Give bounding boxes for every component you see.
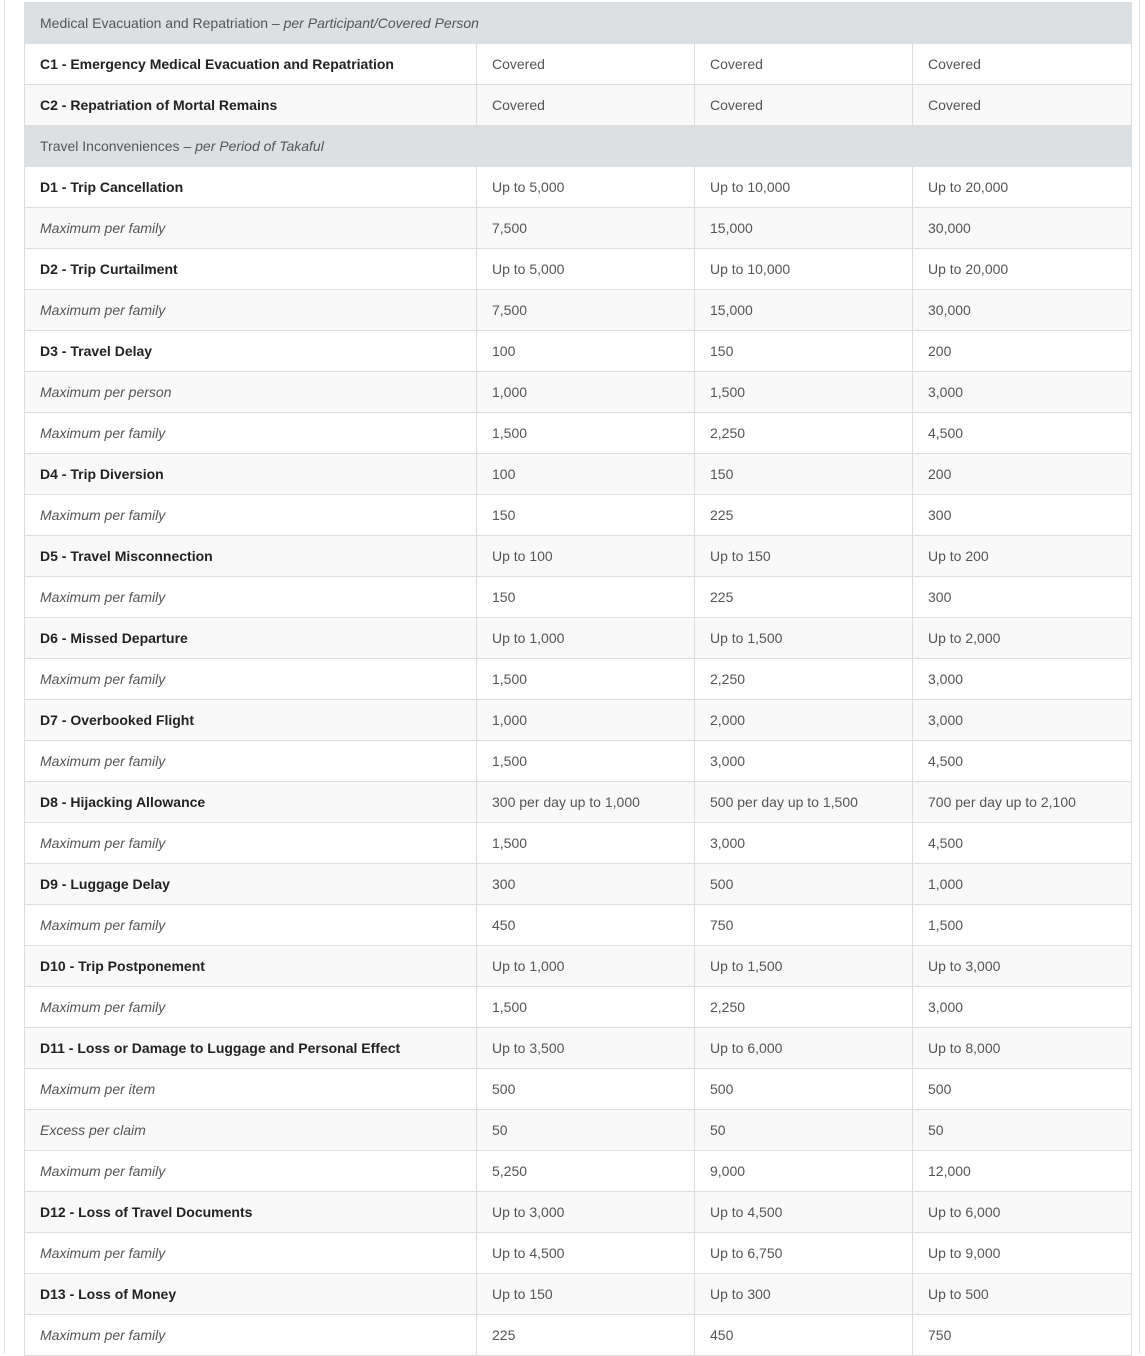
table-row <box>25 536 1132 577</box>
table-row <box>25 413 1132 454</box>
table-row <box>25 987 1132 1028</box>
plan-3-value-cell: 300 <box>913 495 1132 536</box>
table-row <box>25 1151 1132 1192</box>
plan-1-value-cell: 450 <box>477 905 695 946</box>
plan-1-value-cell: Up to 5,000 <box>477 167 695 208</box>
benefit-name-cell: C1 - Emergency Medical Evacuation and Repatriation <box>25 44 477 85</box>
section-title-text: Travel Inconveniences <box>40 138 180 154</box>
plan-2-value-cell: Up to 4,500 <box>695 1192 913 1233</box>
plan-3-value-cell: 3,000 <box>913 987 1132 1028</box>
limit-label-cell: Maximum per family <box>25 290 477 331</box>
table-row <box>25 946 1132 987</box>
plan-2-value-cell: 2,000 <box>695 700 913 741</box>
plan-1-value-cell: Covered <box>477 44 695 85</box>
plan-3-value-cell: Up to 20,000 <box>913 167 1132 208</box>
plan-3-value-cell: 4,500 <box>913 413 1132 454</box>
table-row <box>25 44 1132 85</box>
plan-2-value-cell: 3,000 <box>695 823 913 864</box>
limit-label-cell: Maximum per family <box>25 413 477 454</box>
plan-3-value-cell: 200 <box>913 331 1132 372</box>
limit-label-cell: Maximum per family <box>25 905 477 946</box>
plan-2-value-cell: Up to 1,500 <box>695 618 913 659</box>
plan-2-value-cell: 2,250 <box>695 987 913 1028</box>
benefit-name-cell: D13 - Loss of Money <box>25 1274 477 1315</box>
plan-2-value-cell: Covered <box>695 85 913 126</box>
plan-3-value-cell: 50 <box>913 1110 1132 1151</box>
table-row <box>25 372 1132 413</box>
plan-3-value-cell: Up to 3,000 <box>913 946 1132 987</box>
benefit-name-cell: D8 - Hijacking Allowance <box>25 782 477 823</box>
limit-label-cell: Maximum per family <box>25 741 477 782</box>
plan-2-value-cell: 3,000 <box>695 741 913 782</box>
benefit-name-cell: D12 - Loss of Travel Documents <box>25 1192 477 1233</box>
plan-2-value-cell: 150 <box>695 454 913 495</box>
plan-3-value-cell: 1,500 <box>913 905 1132 946</box>
table-row <box>25 577 1132 618</box>
plan-1-value-cell: 100 <box>477 454 695 495</box>
plan-1-value-cell: Covered <box>477 85 695 126</box>
plan-1-value-cell: Up to 5,000 <box>477 249 695 290</box>
section-title-suffix: per Participant/Covered Person <box>283 15 479 31</box>
plan-3-value-cell: 500 <box>913 1069 1132 1110</box>
limit-label-cell: Maximum per family <box>25 1151 477 1192</box>
section-title-text: Medical Evacuation and Repatriation <box>40 15 269 31</box>
table-row <box>25 85 1132 126</box>
plan-1-value-cell: Up to 1,000 <box>477 946 695 987</box>
plan-1-value-cell: Up to 4,500 <box>477 1233 695 1274</box>
limit-label-cell: Maximum per family <box>25 1233 477 1274</box>
plan-1-value-cell: 5,250 <box>477 1151 695 1192</box>
benefit-name-cell: D4 - Trip Diversion <box>25 454 477 495</box>
section-title: Medical Evacuation and Repatriation – per Participant/Covered Person <box>25 3 1132 44</box>
plan-1-value-cell: 500 <box>477 1069 695 1110</box>
plan-2-value-cell: 225 <box>695 577 913 618</box>
plan-3-value-cell: 4,500 <box>913 741 1132 782</box>
plan-3-value-cell: 700 per day up to 2,100 <box>913 782 1132 823</box>
plan-3-value-cell: 30,000 <box>913 290 1132 331</box>
table-row <box>25 618 1132 659</box>
plan-3-value-cell: Up to 8,000 <box>913 1028 1132 1069</box>
plan-1-value-cell: Up to 100 <box>477 536 695 577</box>
plan-3-value-cell: Up to 2,000 <box>913 618 1132 659</box>
plan-2-value-cell: 50 <box>695 1110 913 1151</box>
plan-1-value-cell: 1,500 <box>477 413 695 454</box>
plan-3-value-cell: Up to 20,000 <box>913 249 1132 290</box>
table-row <box>25 1028 1132 1069</box>
benefit-name-cell: C2 - Repatriation of Mortal Remains <box>25 85 477 126</box>
table-row <box>25 823 1132 864</box>
limit-label-cell: Maximum per family <box>25 987 477 1028</box>
table-row <box>25 167 1132 208</box>
plan-2-value-cell: 15,000 <box>695 290 913 331</box>
table-row <box>25 659 1132 700</box>
table-row <box>25 249 1132 290</box>
table-row <box>25 208 1132 249</box>
limit-label-cell: Maximum per person <box>25 372 477 413</box>
plan-1-value-cell: 300 <box>477 864 695 905</box>
benefit-name-cell: D11 - Loss or Damage to Luggage and Personal Effect <box>25 1028 477 1069</box>
plan-3-value-cell: 3,000 <box>913 372 1132 413</box>
plan-3-value-cell: 1,000 <box>913 864 1132 905</box>
plan-2-value-cell: Up to 6,750 <box>695 1233 913 1274</box>
plan-1-value-cell: 7,500 <box>477 208 695 249</box>
plan-3-value-cell: 30,000 <box>913 208 1132 249</box>
table-row <box>25 1315 1132 1356</box>
plan-3-value-cell: Up to 9,000 <box>913 1233 1132 1274</box>
plan-3-value-cell: 12,000 <box>913 1151 1132 1192</box>
plan-1-value-cell: 1,500 <box>477 987 695 1028</box>
plan-1-value-cell: 50 <box>477 1110 695 1151</box>
benefit-name-cell: D7 - Overbooked Flight <box>25 700 477 741</box>
table-row <box>25 331 1132 372</box>
plan-1-value-cell: Up to 3,500 <box>477 1028 695 1069</box>
plan-2-value-cell: Up to 1,500 <box>695 946 913 987</box>
plan-3-value-cell: 4,500 <box>913 823 1132 864</box>
plan-1-value-cell: Up to 1,000 <box>477 618 695 659</box>
limit-label-cell: Maximum per family <box>25 1315 477 1356</box>
plan-2-value-cell: 500 per day up to 1,500 <box>695 782 913 823</box>
plan-2-value-cell: 450 <box>695 1315 913 1356</box>
plan-2-value-cell: Up to 150 <box>695 536 913 577</box>
plan-3-value-cell: 300 <box>913 577 1132 618</box>
limit-label-cell: Maximum per family <box>25 659 477 700</box>
plan-2-value-cell: 225 <box>695 495 913 536</box>
plan-3-value-cell: Up to 6,000 <box>913 1192 1132 1233</box>
table-row <box>25 290 1132 331</box>
section-title-suffix: per Period of Takaful <box>195 138 324 154</box>
plan-2-value-cell: Up to 10,000 <box>695 167 913 208</box>
plan-1-value-cell: 1,500 <box>477 823 695 864</box>
table-row <box>25 454 1132 495</box>
benefits-table <box>24 2 1132 1356</box>
benefit-name-cell: D5 - Travel Misconnection <box>25 536 477 577</box>
table-row <box>25 495 1132 536</box>
table-row <box>25 700 1132 741</box>
plan-3-value-cell: 3,000 <box>913 700 1132 741</box>
plan-1-value-cell: 100 <box>477 331 695 372</box>
limit-label-cell: Maximum per family <box>25 823 477 864</box>
plan-1-value-cell: 300 per day up to 1,000 <box>477 782 695 823</box>
plan-2-value-cell: 1,500 <box>695 372 913 413</box>
plan-2-value-cell: Up to 10,000 <box>695 249 913 290</box>
plan-2-value-cell: 15,000 <box>695 208 913 249</box>
plan-1-value-cell: 150 <box>477 577 695 618</box>
plan-2-value-cell: 150 <box>695 331 913 372</box>
table-row <box>25 905 1132 946</box>
section-header-row <box>25 126 1132 167</box>
benefits-table-body <box>25 3 1132 1356</box>
table-row <box>25 1233 1132 1274</box>
plan-2-value-cell: Up to 6,000 <box>695 1028 913 1069</box>
plan-3-value-cell: Covered <box>913 85 1132 126</box>
plan-2-value-cell: 2,250 <box>695 413 913 454</box>
plan-3-value-cell: Covered <box>913 44 1132 85</box>
limit-label-cell: Maximum per item <box>25 1069 477 1110</box>
benefit-name-cell: D3 - Travel Delay <box>25 331 477 372</box>
plan-1-value-cell: 225 <box>477 1315 695 1356</box>
benefit-name-cell: D9 - Luggage Delay <box>25 864 477 905</box>
benefit-name-cell: D10 - Trip Postponement <box>25 946 477 987</box>
plan-1-value-cell: 7,500 <box>477 290 695 331</box>
plan-1-value-cell: 1,500 <box>477 741 695 782</box>
plan-2-value-cell: 2,250 <box>695 659 913 700</box>
table-row <box>25 1069 1132 1110</box>
section-title: Travel Inconveniences – per Period of Takaful <box>25 126 1132 167</box>
limit-label-cell: Excess per claim <box>25 1110 477 1151</box>
page-frame <box>4 0 1140 1353</box>
plan-3-value-cell: Up to 200 <box>913 536 1132 577</box>
plan-2-value-cell: Up to 300 <box>695 1274 913 1315</box>
plan-1-value-cell: 1,500 <box>477 659 695 700</box>
table-row <box>25 1192 1132 1233</box>
section-header-row <box>25 3 1132 44</box>
table-row <box>25 1274 1132 1315</box>
benefit-name-cell: D2 - Trip Curtailment <box>25 249 477 290</box>
plan-3-value-cell: 3,000 <box>913 659 1132 700</box>
plan-1-value-cell: Up to 3,000 <box>477 1192 695 1233</box>
limit-label-cell: Maximum per family <box>25 577 477 618</box>
plan-1-value-cell: 1,000 <box>477 700 695 741</box>
plan-3-value-cell: Up to 500 <box>913 1274 1132 1315</box>
limit-label-cell: Maximum per family <box>25 208 477 249</box>
plan-2-value-cell: Covered <box>695 44 913 85</box>
plan-2-value-cell: 500 <box>695 864 913 905</box>
plan-1-value-cell: Up to 150 <box>477 1274 695 1315</box>
plan-1-value-cell: 150 <box>477 495 695 536</box>
table-row <box>25 864 1132 905</box>
plan-3-value-cell: 200 <box>913 454 1132 495</box>
benefit-name-cell: D6 - Missed Departure <box>25 618 477 659</box>
table-row <box>25 1110 1132 1151</box>
plan-2-value-cell: 500 <box>695 1069 913 1110</box>
plan-2-value-cell: 9,000 <box>695 1151 913 1192</box>
plan-2-value-cell: 750 <box>695 905 913 946</box>
plan-1-value-cell: 1,000 <box>477 372 695 413</box>
table-row <box>25 782 1132 823</box>
limit-label-cell: Maximum per family <box>25 495 477 536</box>
plan-3-value-cell: 750 <box>913 1315 1132 1356</box>
benefit-name-cell: D1 - Trip Cancellation <box>25 167 477 208</box>
table-row <box>25 741 1132 782</box>
